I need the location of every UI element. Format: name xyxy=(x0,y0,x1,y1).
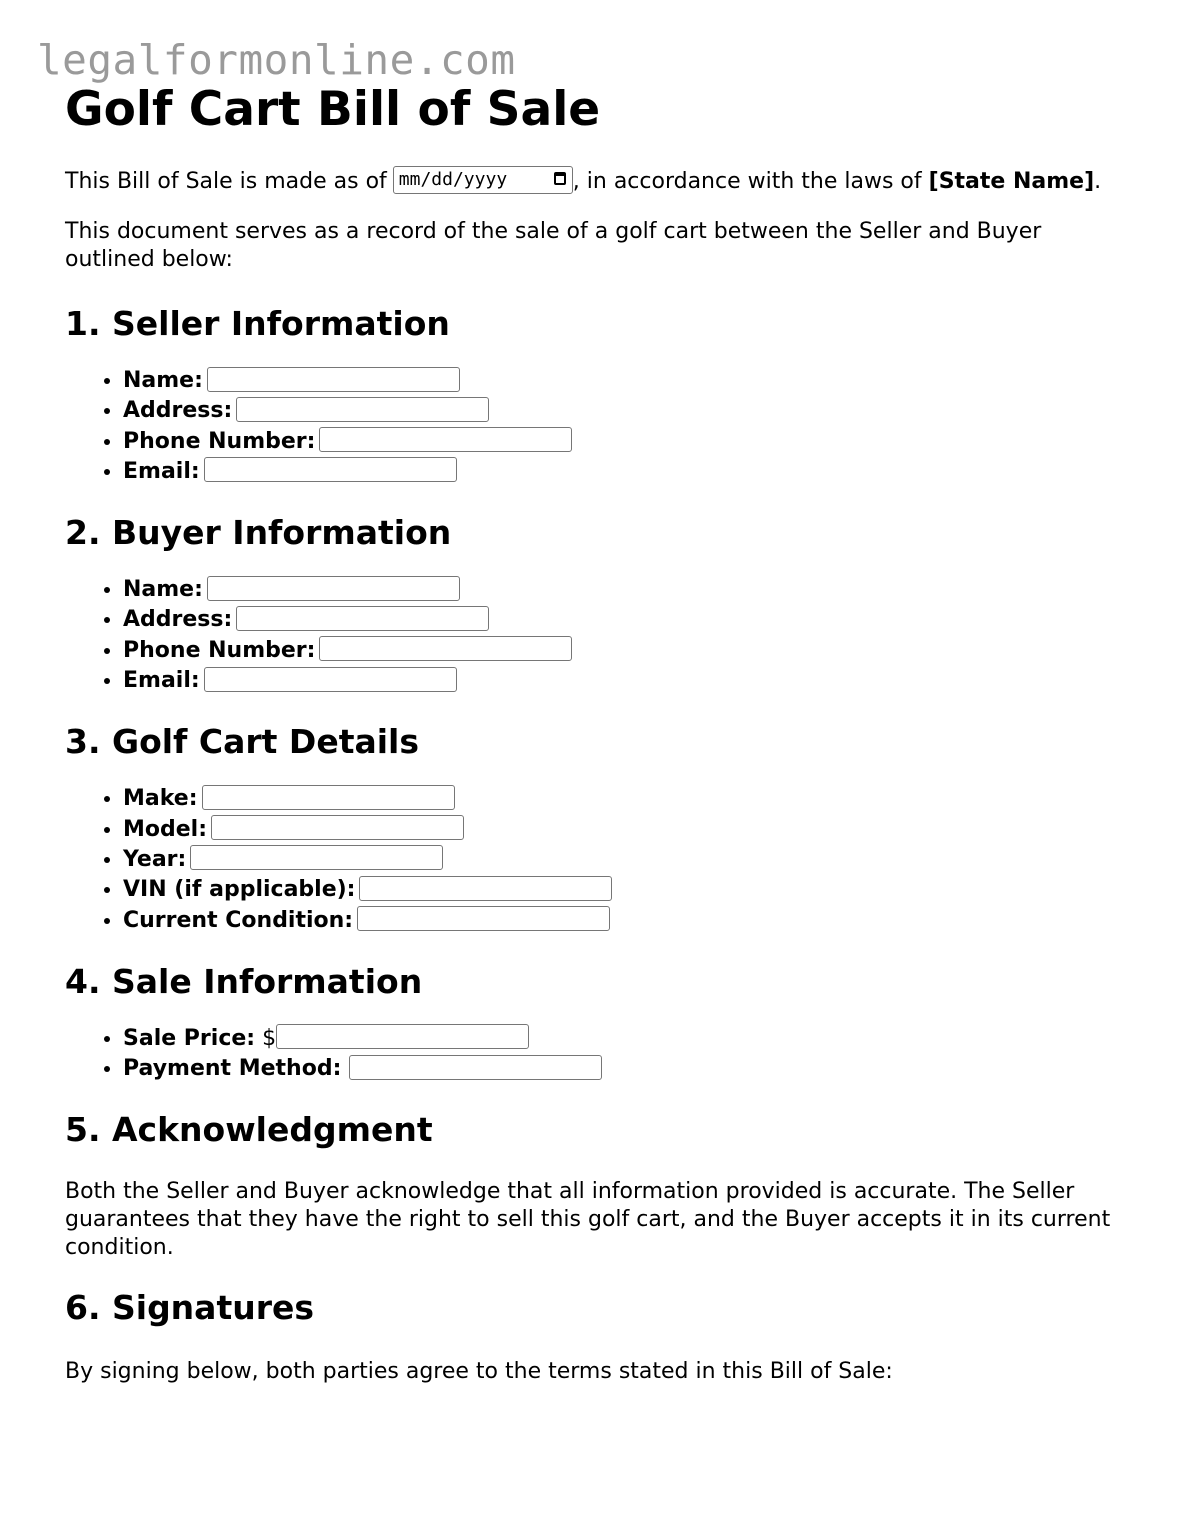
field-label: VIN (if applicable): xyxy=(123,877,356,903)
intro-suffix: . xyxy=(1094,169,1102,194)
field-label: Email: xyxy=(123,458,200,484)
list-item xyxy=(123,396,1125,426)
acknowledgment-text: Both the Seller and Buyer acknowledge that all information provided is accurate. The Seller guarantees that they have the right to sell this golf cart, and the Buyer accepts it in its current condition. xyxy=(65,1179,1111,1261)
intro-paragraph-2: This document serves as a record of the sale of a golf cart between the Seller and Buyer outlined below: xyxy=(65,219,1042,272)
payment-method-input[interactable] xyxy=(349,1055,602,1080)
field-label: Year: xyxy=(123,846,187,872)
currency-symbol: $ xyxy=(262,1025,277,1051)
list-item xyxy=(123,605,1125,635)
buyer-name-input[interactable] xyxy=(207,576,460,601)
intro-middle: , in accordance with the laws of xyxy=(572,169,922,194)
cart-model-input[interactable] xyxy=(211,815,464,840)
list-item xyxy=(123,845,1125,875)
field-label: Email: xyxy=(123,668,200,694)
field-label: Name: xyxy=(123,577,203,603)
cart-details-list xyxy=(65,784,1125,935)
list-item xyxy=(123,366,1125,396)
list-item xyxy=(123,1024,1125,1054)
acknowledgment-heading: 5. Acknowledgment xyxy=(65,1110,433,1150)
sale-info-list xyxy=(65,1024,1125,1085)
list-item xyxy=(123,575,1125,605)
cart-details-heading: 3. Golf Cart Details xyxy=(65,722,420,762)
list-item xyxy=(123,815,1125,845)
seller-phone-input[interactable] xyxy=(319,427,572,452)
field-label: Sale Price: xyxy=(123,1025,256,1051)
list-item xyxy=(123,457,1125,487)
intro-prefix: This Bill of Sale is made as of xyxy=(65,169,387,194)
sale-price-input[interactable] xyxy=(276,1024,529,1049)
cart-year-input[interactable] xyxy=(190,845,443,870)
field-label: Address: xyxy=(123,607,233,633)
buyer-heading: 2. Buyer Information xyxy=(65,513,452,553)
watermark: legalformonline.com xyxy=(37,36,516,84)
state-name: [State Name] xyxy=(928,169,1095,194)
list-item xyxy=(123,875,1125,905)
seller-address-input[interactable] xyxy=(236,397,489,422)
document-body xyxy=(65,80,1125,1386)
sale-date-input[interactable] xyxy=(393,166,573,194)
cart-make-input[interactable] xyxy=(202,785,455,810)
cart-condition-input[interactable] xyxy=(357,906,610,931)
buyer-email-input[interactable] xyxy=(204,667,457,692)
field-label: Current Condition: xyxy=(123,907,354,933)
field-label: Make: xyxy=(123,786,198,812)
buyer-list xyxy=(65,575,1125,696)
signatures-text: By signing below, both parties agree to the terms stated in this Bill of Sale: xyxy=(65,1359,893,1385)
seller-email-input[interactable] xyxy=(204,457,457,482)
field-label: Payment Method: xyxy=(123,1056,342,1082)
buyer-phone-input[interactable] xyxy=(319,636,572,661)
buyer-address-input[interactable] xyxy=(236,606,489,631)
seller-list xyxy=(65,366,1125,487)
intro-paragraph xyxy=(65,168,1125,196)
calendar-icon[interactable] xyxy=(554,172,566,185)
cart-vin-input[interactable] xyxy=(359,876,612,901)
list-item xyxy=(123,427,1125,457)
sale-info-heading: 4. Sale Information xyxy=(65,961,423,1001)
list-item xyxy=(123,906,1125,936)
signatures-heading: 6. Signatures xyxy=(65,1288,315,1328)
field-label: Address: xyxy=(123,398,233,424)
field-label: Phone Number: xyxy=(123,428,316,454)
field-label: Phone Number: xyxy=(123,637,316,663)
field-label: Model: xyxy=(123,816,208,842)
list-item xyxy=(123,636,1125,666)
list-item xyxy=(123,784,1125,814)
page-title: Golf Cart Bill of Sale xyxy=(65,82,601,137)
field-label: Name: xyxy=(123,368,203,393)
date-placeholder: mm/dd/yyyy xyxy=(398,169,508,190)
seller-name-input[interactable] xyxy=(207,367,460,392)
list-item xyxy=(123,1054,1125,1084)
seller-heading: 1. Seller Information xyxy=(65,304,450,343)
list-item xyxy=(123,666,1125,696)
